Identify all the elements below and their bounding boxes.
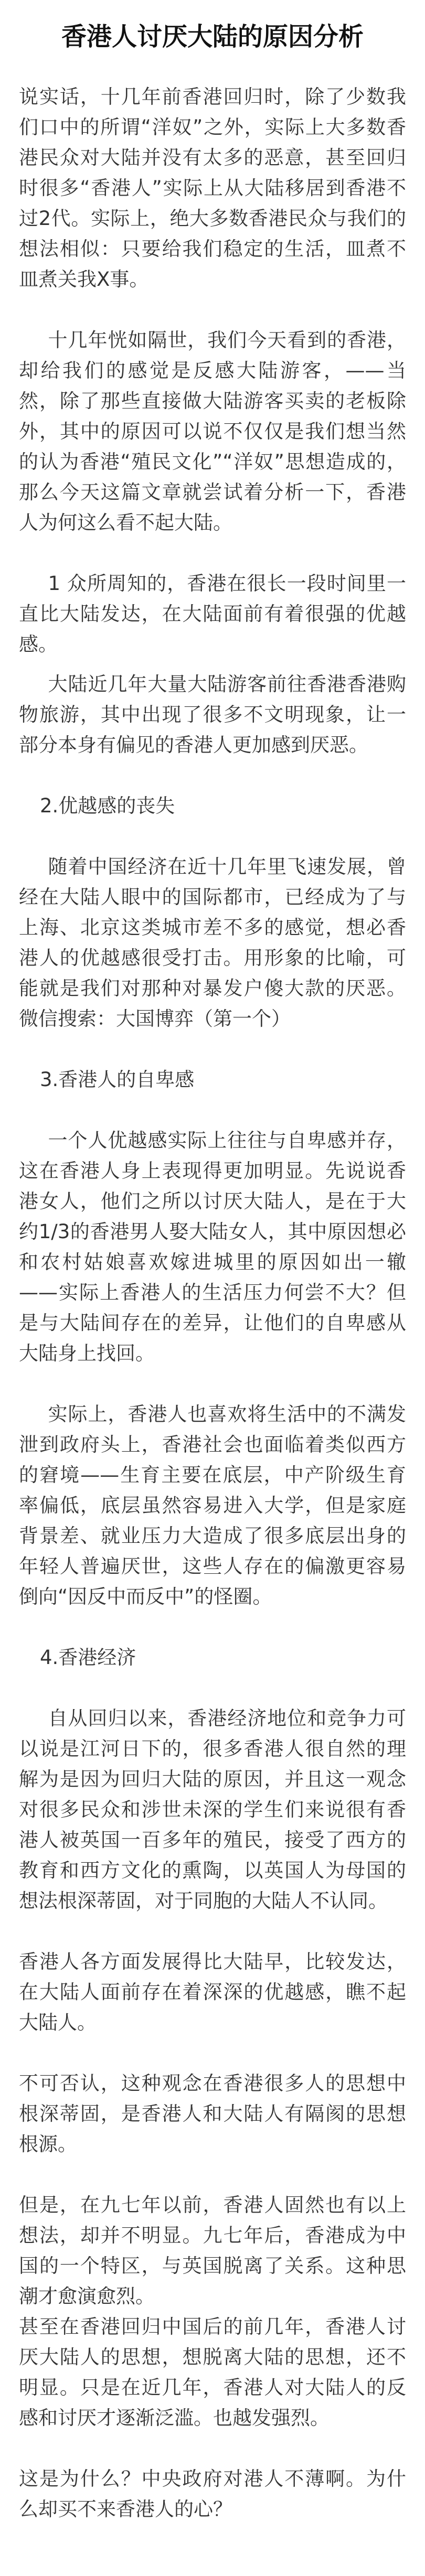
paragraph-question: 这是为什么？中央政府对港人不薄啊。为什么却买不来香港人的心？ (19, 2467, 406, 2520)
section-heading-4: 4.香港经济 (40, 1646, 136, 1669)
paragraph-economy: 自从回归以来，香港经济地位和竞争力可以说是江河日下的，很多香港人很自然的理解为是因为回归大陆的原因，并且这一观念对很多民众和涉世未深的学生们来说很有香港人被英国一百多年的殖民，接受了西方的教育和西方文化的熏陶，以英国人为母国的想法根深蒂固，对于同胞的大陆人不认同。 (19, 1707, 406, 1912)
section-heading-3: 3.香港人的自卑感 (40, 1068, 195, 1091)
article-body (0, 52, 425, 2576)
paragraph-tourists: 大陆近几年大量大陆游客前往香港香港购物旅游，其中出现了很多不文明现象，让一部分本身有偏见的香港人更加感到厌恶。 (19, 673, 406, 756)
paragraph-inferiority: 一个人优越感实际上往往与自卑感并存，这在香港人身上表现得更加明显。先说说香港女人，他们之所以讨厌大陆人，是在于大约1/3的香港男人娶大陆女人，其中原因想必和农村姑娘喜欢嫁进城里的原因如出一辙——实际上香港人的生活压力何尝不大？但是与大陆间存在的差异，让他们的自卑感从大陆身上找回。 (19, 1129, 406, 1365)
paragraph-before-1997: 但是，在九七年以前，香港人固然也有以上想法，却并不明显。九七年后，香港成为中国的一个特区，与英国脱离了关系。这种思潮才愈演愈烈。 (19, 2194, 406, 2307)
paragraph-social-pressure: 实际上，香港人也喜欢将生活中的不满发泄到政府头上，香港社会也面临着类似西方的窘境——生育主要在底层，中产阶级生育率偏低，底层虽然容易进入大学，但是家庭背景差、就业压力大造成了很多底层出身的年轻人普遍厌世，这些人存在的偏激更容易倒向“因反中而反中”的怪圈。 (19, 1403, 406, 1608)
section-heading-2: 2.优越感的丧失 (40, 795, 175, 817)
paragraph-deep-rooted: 不可否认，这种观念在香港很多人的思想中根深蒂固，是香港人和大陆人有隔阂的思想根源。 (19, 2072, 406, 2155)
paragraph-after-return: 甚至在香港回归中国后的前几年，香港人讨厌大陆人的思想，想脱离大陆的思想，还不明显。只是在近几年，香港人对大陆人的反感和讨厌才逐渐泛滥。也越发强烈。 (19, 2315, 406, 2429)
paragraph-development: 香港人各方面发展得比大陆早，比较发达，在大陆人面前存在着深深的优越感，瞧不起大陆人。 (19, 1950, 406, 2034)
paragraph-intro: 说实话，十几年前香港回归时，除了少数我们口中的所谓“洋奴”之外，实际上大多数香港民众对大陆并没有太多的恶意，甚至回归时很多“香港人”实际上从大陆移居到香港不过2代。实际上，绝大多数香港民众与我们的想法相似：只要给我们稳定的生活，皿煮不皿煮关我X事。 (19, 85, 406, 291)
paragraph-superiority-loss: 随着中国经济在近十几年里飞速发展，曾经在大陆人眼中的国际都市，已经成为了与上海、北京这类城市差不多的感觉，想必香港人的优越感很受打击。用形象的比喻，可能就是我们对那种对暴发户傻大款的厌恶。微信搜索：大国博弈（第一个） (19, 855, 406, 1030)
paragraph-decade-later: 十几年恍如隔世，我们今天看到的香港，却给我们的感觉是反感大陆游客，——当然，除了那些直接做大陆游客买卖的老板除外，其中的原因可以说不仅仅是我们想当然的认为香港“殖民文化”“洋奴”思想造成的，那么今天这篇文章就尝试着分析一下，香港人为何这么看不起大陆。 (19, 329, 406, 534)
page-title: 香港人讨厌大陆的原因分析 (61, 22, 364, 51)
paragraph-point-1: 1 众所周知的，香港在很长一段时间里一直比大陆发达，在大陆面前有着很强的优越感。 (19, 572, 406, 656)
